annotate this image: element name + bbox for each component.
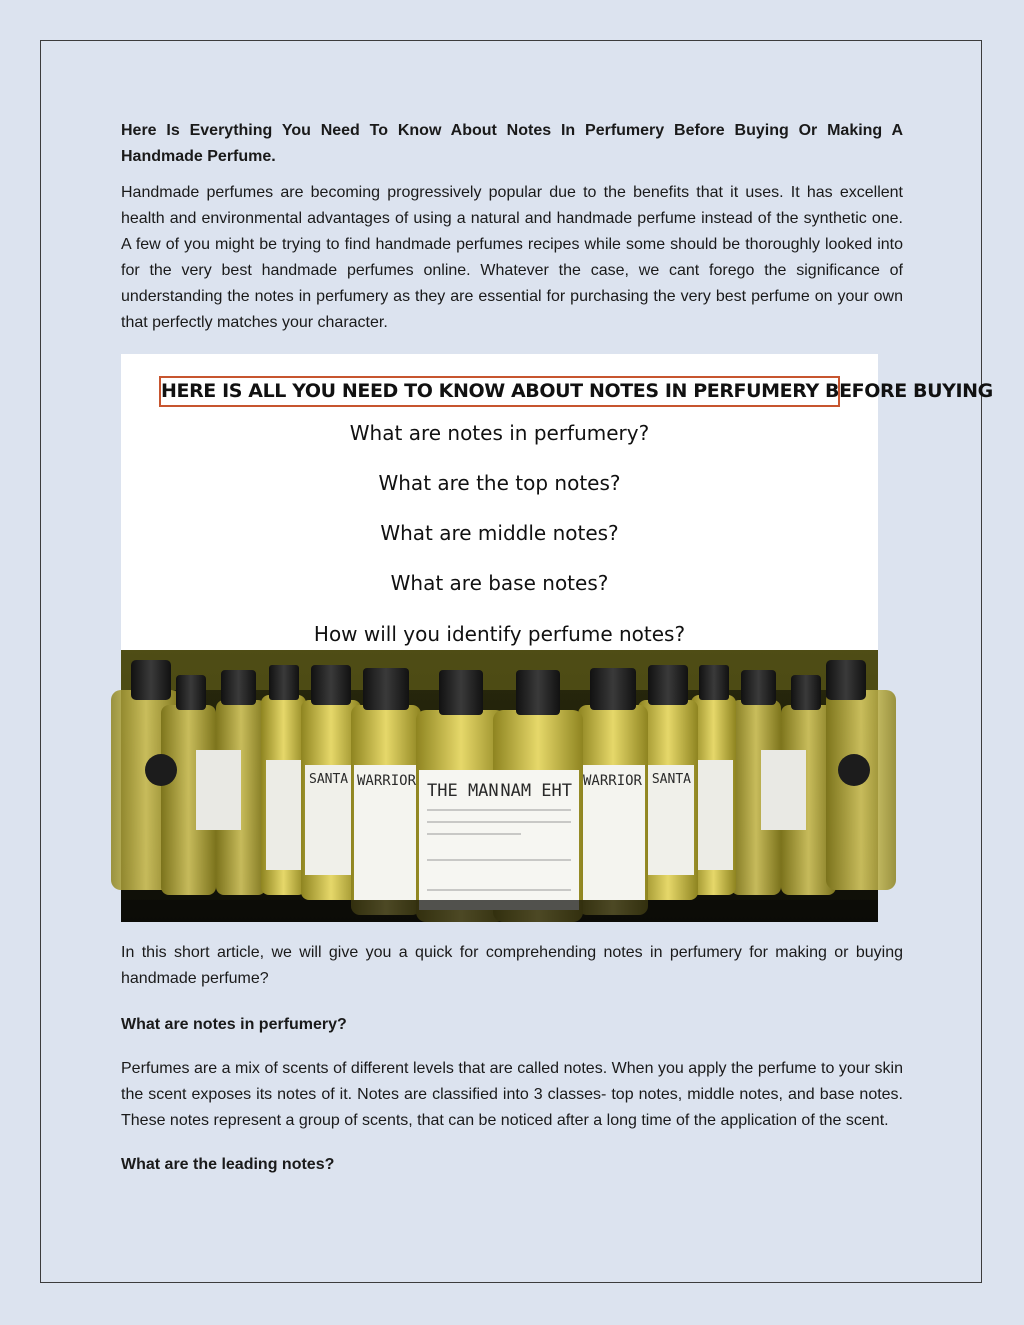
banner-question-1: What are notes in perfumery? <box>349 421 650 445</box>
article-title: Here Is Everything You Need To Know About Notes In Perfumery Before Buying Or Making A Handmade Perfume. <box>121 122 903 165</box>
notes-paragraph: Perfumes are a mix of scents of different levels that are called notes. When you apply the perfume to your skin the scent exposes its notes of it. Notes are classified into 3 classes- top notes, middle notes, and base notes. These notes represent a group of scents, that can be noticed after a long time of the application of the scent. <box>121 1060 903 1129</box>
banner-question-4: What are base notes? <box>390 571 609 595</box>
lead-paragraph: In this short article, we will give you a quick for comprehending notes in perfumery for making or buying handmade perfume? <box>121 944 903 987</box>
perfume-bottles-photo <box>121 650 878 922</box>
banner-question-3: What are middle notes? <box>380 521 619 545</box>
article-banner-image <box>121 354 993 922</box>
label-center: THE MAN <box>427 781 499 801</box>
section-heading-notes: What are notes in perfumery? <box>121 1016 347 1033</box>
banner-question-5: How will you identify perfume notes? <box>313 622 686 646</box>
banner-title: HERE IS ALL YOU NEED TO KNOW ABOUT NOTES IN PERFUMERY BEFORE BUYING <box>159 376 840 407</box>
banner-question-2: What are the top notes? <box>378 471 621 495</box>
label-right: WARRIOR <box>582 773 642 789</box>
article-body <box>121 118 993 1178</box>
banner-text-area <box>121 354 993 650</box>
section-heading-leading-notes: What are the leading notes? <box>121 1156 335 1173</box>
intro-paragraph: Handmade perfumes are becoming progressively popular due to the benefits that it uses. It has excellent health and environmental advantages of using a natural and handmade perfume instead of the synthetic one. A few of you might be trying to find handmade perfumes recipes while some should be thoroughly looked into for the very best handmade perfumes online. Whatever the case, we cant forego the significance of understanding the notes in perfumery as they are essential for purchasing the very best perfume on your own that perfectly matches your character. <box>121 184 903 331</box>
label-far-right: SANTA <box>651 772 691 787</box>
label-center-mirror: NAM EHT <box>500 781 572 801</box>
label-left: WARRIOR <box>357 773 417 789</box>
label-far-left: SANTA <box>309 772 349 787</box>
